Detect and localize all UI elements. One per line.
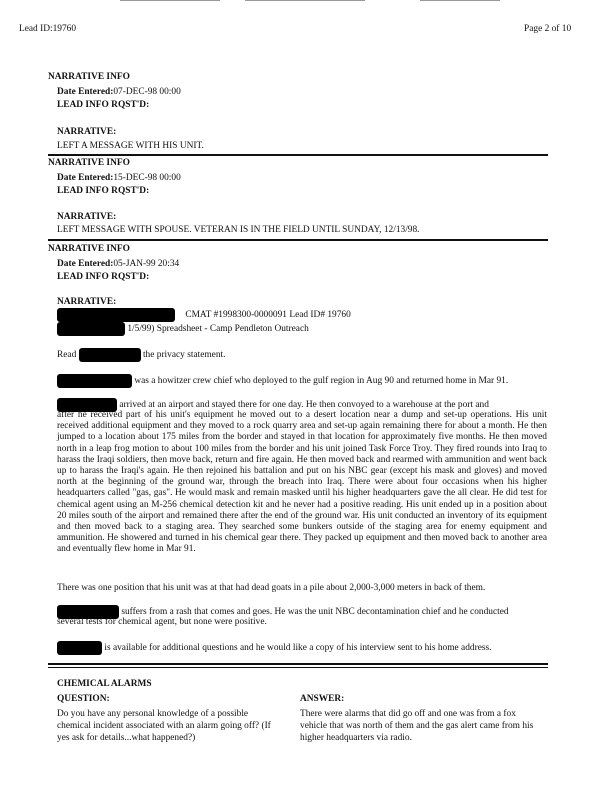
redaction-block bbox=[79, 348, 141, 362]
entry1-narrative-text: LEFT A MESSAGE WITH HIS UNIT. bbox=[57, 141, 204, 151]
entry3-narrative-label: NARRATIVE: bbox=[57, 297, 117, 307]
read-line bbox=[57, 348, 225, 362]
paragraph-4-rest: several tests for chemical agent, but none were positive. bbox=[57, 617, 267, 627]
entry2-date bbox=[57, 173, 181, 183]
redaction-block bbox=[57, 308, 175, 322]
entry2-date-value: 15-DEC-98 00:00 bbox=[113, 173, 181, 183]
paragraph-5 bbox=[57, 641, 492, 655]
page-label: Page bbox=[524, 24, 543, 34]
narrative-end-divider-thin bbox=[48, 667, 548, 668]
paragraph-5-text: is available for additional questions and he would like a copy of his interview sent to his home address. bbox=[104, 643, 492, 654]
paragraph-1-text: was a howitzer crew chief who deployed to the gulf region in Aug 90 and returned home in Mar 91. bbox=[134, 376, 509, 387]
entry2-heading: NARRATIVE INFO bbox=[48, 158, 130, 168]
spreadsheet-line bbox=[57, 322, 309, 336]
entry3-date-label: Date Entered: bbox=[57, 259, 114, 269]
paragraph-3: There was one position that his unit was at that had dead goats in a pile about 2,000-3,000 meters in back of them. bbox=[57, 583, 486, 593]
question-label: QUESTION: bbox=[57, 694, 110, 704]
chemical-alarms-heading: CHEMICAL ALARMS bbox=[57, 679, 152, 689]
entry1-heading: NARRATIVE INFO bbox=[48, 72, 130, 82]
redaction-block bbox=[57, 641, 102, 655]
header-rule-left bbox=[120, 0, 220, 1]
entry1-date-value: 07-DEC-98 00:00 bbox=[113, 87, 181, 97]
page-number: 2 of 10 bbox=[544, 24, 572, 34]
entry2-narrative-label: NARRATIVE: bbox=[57, 212, 117, 222]
entry3-heading: NARRATIVE INFO bbox=[48, 244, 130, 254]
redaction-block bbox=[57, 374, 132, 388]
header-rule-right bbox=[420, 0, 500, 1]
paragraph-2-rest: after he received part of his unit's equipment he moved out to a desert location near a dump and set-up operations. His unit received additional equipment and they moved to a rock quarry area and set-up again remaining there for about a month. He then jumped to a location about 175 miles from the border and stayed in that location for approximately five months. He then moved north in a leap frog motion to about 100 miles from the border and his unit joined Task Force Troy. They fired rounds into Iraq to harass the Iraqi soldiers, then move back, return and fire again. He then moved back and rearmed with ammunition and went back up to harass the Iraqi's again. He then rejoined his battalion and put on his NBC gear (except his mask and gloves) and moved north at the beginning of the ground war, through the breach into Iraq. There were about four occasions when his higher headquarters called "gas, gas". He would mask and remain masked until his higher headquarters gave the all clear. He did test for chemical agent using an M-256 chemical detection kit and he never had a positive reading. His unit ended up in a position about 20 miles south of the airport and remained there after the end of the ground war. His unit conducted an inventory of its equipment and then moved back to a staging area. They searched some bunkers outside of the staging area for enemy equipment and ammunition. He showered and turned in his chemical gear there. They packed up equipment and then moved back to another area and eventually flew home in Mar 91. bbox=[57, 410, 547, 555]
paragraph-2-first-text: arrived at an airport and stayed there for one day. He then convoyed to a warehouse at the port and bbox=[119, 400, 489, 411]
page-indicator bbox=[524, 24, 571, 34]
entry3-rqst-label: LEAD INFO RQST'D: bbox=[57, 272, 150, 282]
entry1-date-label: Date Entered: bbox=[57, 87, 114, 97]
entry2-rqst-label: LEAD INFO RQST'D: bbox=[57, 186, 150, 196]
entry1-rqst-label: LEAD INFO RQST'D: bbox=[57, 100, 150, 110]
header-rule-mid bbox=[245, 0, 365, 1]
entry1-divider bbox=[48, 154, 548, 156]
entry1-date bbox=[57, 87, 181, 97]
paragraph-4-first-text: suffers from a rash that comes and goes. He was the unit NBC decontamination chief and he conducted bbox=[121, 607, 509, 618]
lead-id-header: Lead ID:19760 bbox=[19, 24, 77, 34]
read-suffix: the privacy statement. bbox=[142, 350, 226, 361]
spreadsheet-text: 1/5/99) Spreadsheet - Camp Pendleton Outreach bbox=[127, 324, 309, 335]
entry2-date-label: Date Entered: bbox=[57, 173, 114, 183]
question-text: Do you have any personal knowledge of a possible chemical incident associated with an alarm going off? (If yes ask for details...what happened?) bbox=[57, 709, 271, 743]
entry2-narrative-text: LEFT MESSAGE WITH SPOUSE. VETERAN IS IN THE FIELD UNTIL SUNDAY, 12/13/98. bbox=[57, 225, 420, 235]
entry3-date-value: 05-JAN-99 20:34 bbox=[113, 259, 180, 269]
answer-text: There were alarms that did go off and one was from a fox vehicle that was north of them and the gas alert came from his higher headquarters via radio. bbox=[300, 709, 534, 743]
entry3-date bbox=[57, 259, 179, 269]
answer-label: ANSWER: bbox=[300, 694, 345, 704]
cmat-line bbox=[57, 308, 351, 322]
entry1-narrative-label: NARRATIVE: bbox=[57, 127, 117, 137]
redaction-block bbox=[57, 322, 125, 336]
entry2-divider bbox=[48, 239, 548, 241]
read-prefix: Read bbox=[57, 350, 77, 361]
narrative-end-divider bbox=[48, 663, 548, 665]
cmat-text: CMAT #1998300-0000091 Lead ID# 19760 bbox=[185, 310, 351, 321]
paragraph-1 bbox=[57, 374, 508, 388]
